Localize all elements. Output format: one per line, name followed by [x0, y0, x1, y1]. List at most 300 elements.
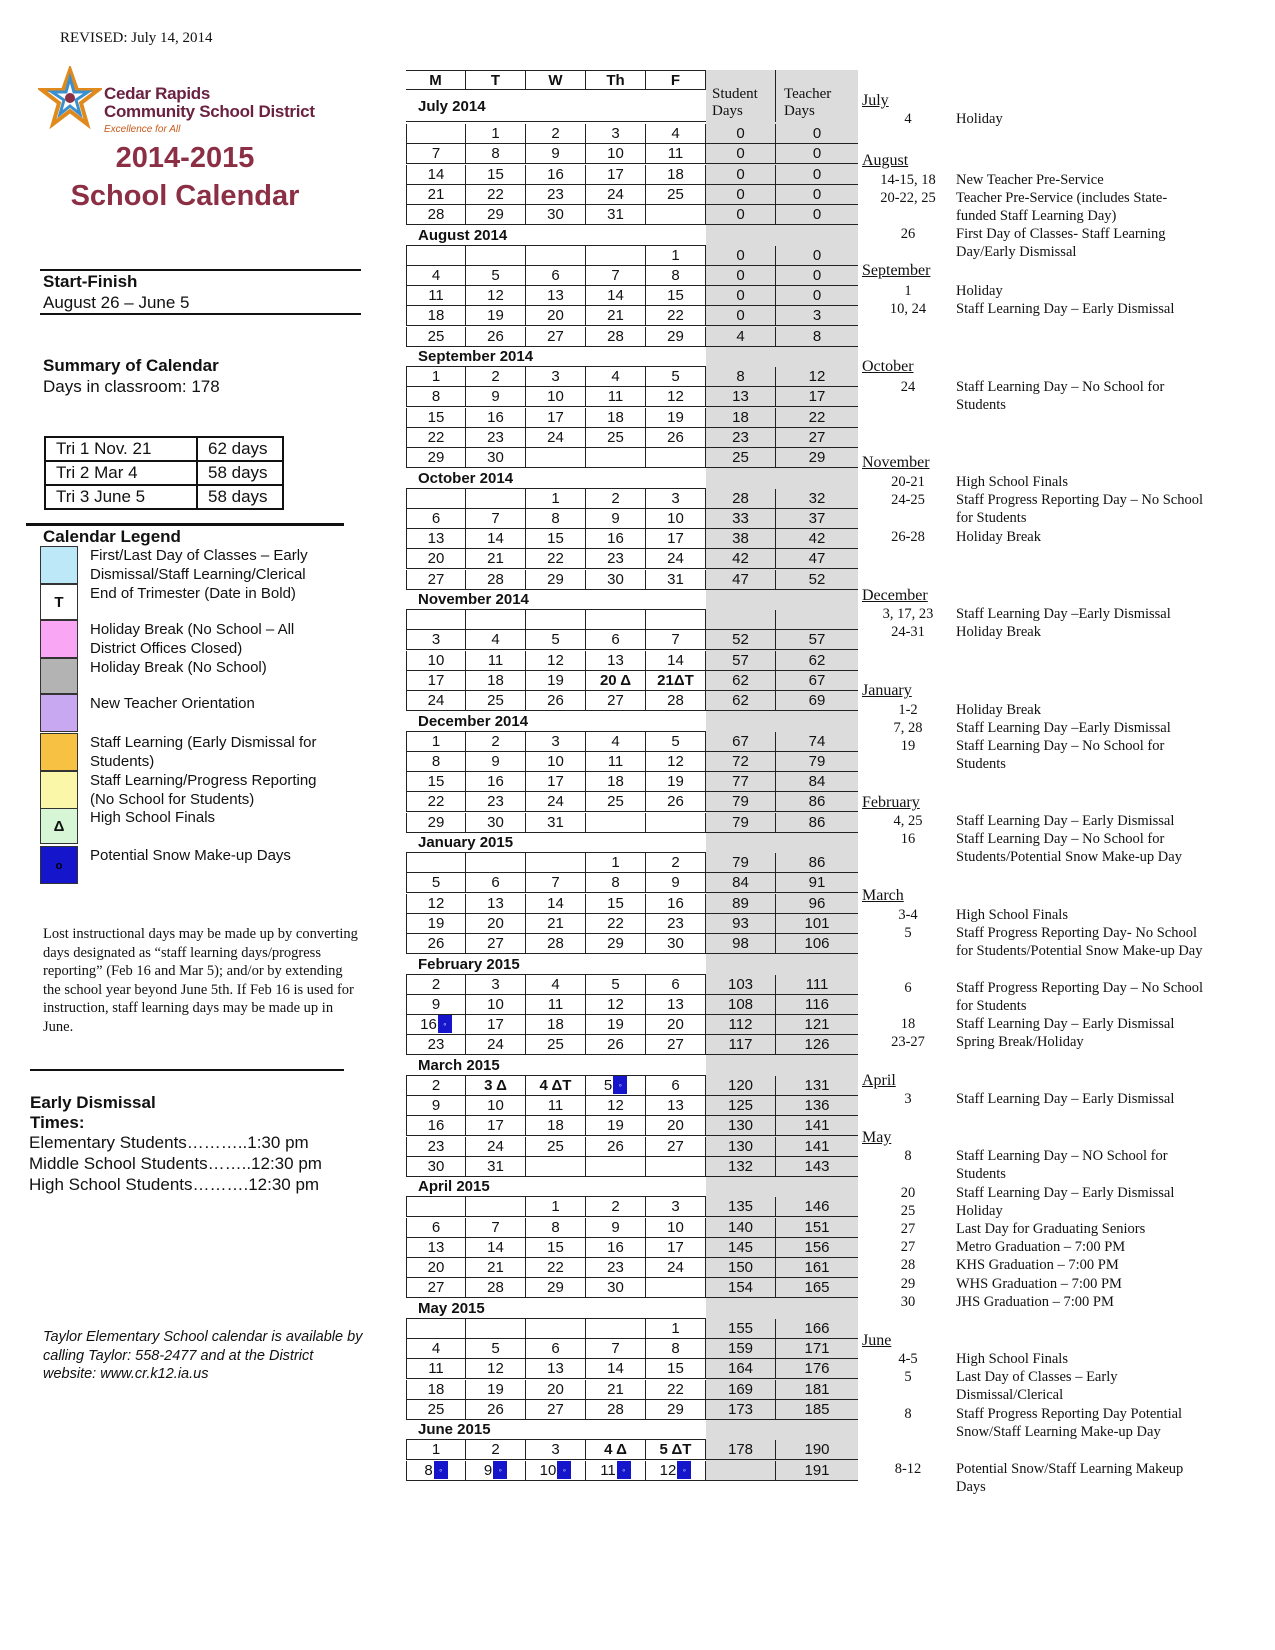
- day-number: 12: [427, 894, 445, 912]
- day-number: 6: [671, 975, 680, 993]
- day-number: 7: [671, 631, 680, 649]
- day-cell: [586, 772, 646, 792]
- student-days-cell: 89: [706, 894, 776, 914]
- teacher-days-cell: 0: [776, 144, 858, 164]
- day-number: 8: [431, 752, 441, 770]
- day-number: 27: [427, 1279, 445, 1297]
- notes-date: 27: [900, 1239, 916, 1255]
- day-cell: [586, 509, 646, 529]
- notes-text: Staff Learning Day – Early Dismissal: [956, 813, 1175, 829]
- day-cell: [466, 428, 526, 448]
- day-number: 3: [551, 1441, 560, 1459]
- day-number: 22: [427, 428, 445, 446]
- day-cell: [406, 387, 466, 407]
- day-number: 15: [607, 894, 624, 912]
- student-days-cell: 77: [706, 772, 776, 792]
- student-days-cell: 145: [706, 1238, 776, 1258]
- day-cell: [646, 327, 706, 347]
- day-cell: [466, 610, 526, 630]
- day-number: 9: [431, 1097, 441, 1114]
- day-cell: [586, 1258, 646, 1278]
- day-cell: [586, 387, 646, 407]
- day-number: 11: [667, 145, 684, 163]
- day-number: 26: [607, 1036, 624, 1054]
- student-days-cell: 103: [706, 975, 776, 995]
- teacher-days-cell: 136: [776, 1096, 858, 1116]
- day-cell: [466, 1096, 526, 1116]
- day-number: 24: [487, 1036, 504, 1054]
- day-cell: [466, 1440, 526, 1460]
- day-number: 24: [547, 428, 564, 446]
- legend-label: High School Finals: [90, 809, 216, 826]
- day-number: 9: [431, 995, 441, 1013]
- day-cell: [646, 387, 706, 407]
- day-cell: [526, 671, 586, 691]
- notes-date: 4-5: [898, 1351, 918, 1367]
- day-cell: [526, 549, 586, 569]
- student-days-cell: 117: [706, 1035, 776, 1055]
- student-days-cell: 132: [706, 1157, 776, 1177]
- notes-date: 20-22, 25: [880, 190, 936, 206]
- day-cell: [466, 813, 526, 833]
- day-cell: [646, 570, 706, 590]
- day-cell: [526, 792, 586, 812]
- notes-text: Teacher Pre-Service (includes State-funded Staff Learning Day): [956, 190, 1168, 225]
- day-number: 25: [607, 428, 624, 446]
- table-row: [45, 461, 283, 485]
- day-number: 12: [607, 995, 624, 1013]
- day-number: 11: [607, 388, 624, 406]
- notes-date: 24-25: [891, 492, 925, 508]
- day-number: 24: [607, 185, 624, 203]
- teacher-days-cell: 156: [776, 1238, 858, 1258]
- teacher-days-cell: 62: [776, 651, 858, 671]
- day-number: 11: [487, 651, 504, 669]
- legend-heading: Calendar Legend: [43, 527, 181, 546]
- day-cell: [526, 1197, 586, 1217]
- day-number: 14: [427, 165, 445, 183]
- notes-text: Holiday Break: [956, 702, 1041, 718]
- notes-date: 20-21: [891, 474, 925, 490]
- day-number: 16: [487, 408, 504, 426]
- legend-label: Potential Snow Make-up Days: [90, 847, 291, 864]
- teacher-days-cell: 0: [776, 165, 858, 185]
- month-header: September 2014: [406, 347, 706, 367]
- taylor-note: Taylor Elementary School calendar is available by calling Taylor: 558-2477 and at the District website: www.cr.k12.ia.us: [43, 1329, 363, 1382]
- day-cell: [466, 509, 526, 529]
- day-number: 22: [547, 550, 564, 568]
- day-number: 12: [659, 1461, 677, 1479]
- day-number: 2: [491, 732, 500, 750]
- day-cell: [526, 205, 586, 225]
- day-number: 29: [487, 206, 504, 224]
- day-cell: [586, 610, 646, 630]
- day-cell: [646, 205, 706, 225]
- day-cell: [586, 549, 646, 569]
- day-number: 11: [547, 1097, 564, 1114]
- notes-date: 23-27: [891, 1034, 925, 1050]
- day-number: 24: [547, 793, 564, 811]
- day-number: 19: [427, 914, 445, 932]
- notes-date: 24-31: [891, 624, 925, 640]
- notes-date: 24: [900, 379, 916, 395]
- day-number: 9: [491, 388, 500, 406]
- day-cell: [406, 124, 466, 144]
- day-cell: [586, 671, 646, 691]
- district-name-line1: Cedar Rapids: [104, 84, 210, 103]
- teacher-days-cell: 176: [776, 1359, 858, 1379]
- day-cell: [586, 894, 646, 914]
- day-number: 7: [611, 266, 620, 284]
- day-cell: [466, 630, 526, 650]
- student-days-cell: 0: [706, 144, 776, 164]
- day-number: 4: [431, 1340, 441, 1357]
- day-cell: [466, 165, 526, 185]
- month-header: November 2014: [406, 590, 706, 610]
- day-number: 28: [667, 692, 684, 710]
- teacher-days-cell: 0: [776, 185, 858, 205]
- day-number: 6: [491, 874, 500, 892]
- day-cell: [646, 367, 706, 387]
- notes-month: September: [862, 262, 931, 279]
- teacher-days-cell: 32: [776, 489, 858, 509]
- teacher-days-cell: 57: [776, 630, 858, 650]
- month-header: October 2014: [406, 469, 706, 489]
- teacher-days-cell: 12: [776, 367, 858, 387]
- day-cell: [586, 995, 646, 1015]
- notes-text: Staff Progress Reporting Day – No School for Students: [956, 492, 1204, 527]
- day-cell: [586, 1461, 646, 1481]
- day-cell: [646, 671, 706, 691]
- day-number: 15: [487, 165, 504, 183]
- day-number: 20: [667, 1016, 684, 1034]
- day-number: 10: [427, 651, 445, 669]
- day-number: 29: [547, 1279, 564, 1297]
- day-cell: [406, 1035, 466, 1055]
- day-cell: [406, 651, 466, 671]
- notes-text: Staff Progress Reporting Day – No School for Students: [956, 980, 1204, 1015]
- day-number: 26: [487, 327, 504, 345]
- day-number: 26: [427, 935, 445, 953]
- day-number: 15: [427, 408, 445, 426]
- start-finish-value: August 26 – June 5: [43, 293, 190, 312]
- day-number: 18: [607, 408, 624, 426]
- teacher-days-cell: 141: [776, 1116, 858, 1136]
- day-cell: [586, 651, 646, 671]
- day-cell: [646, 651, 706, 671]
- day-cell: [406, 1238, 466, 1258]
- day-number: 21ΔT: [657, 671, 694, 689]
- legend-swatch: Δ: [40, 808, 78, 844]
- notes-date: 5: [904, 925, 912, 941]
- legend-label: New Teacher Orientation: [90, 695, 255, 712]
- day-number: 2: [671, 854, 680, 871]
- day-number: 4: [431, 266, 441, 284]
- student-days-cell: 8: [706, 367, 776, 387]
- student-days-cell: [706, 1461, 776, 1481]
- day-number: 30: [607, 1279, 624, 1297]
- day-number: 18: [607, 773, 624, 791]
- day-cell: [526, 1339, 586, 1359]
- notes-date: 25: [900, 1203, 916, 1219]
- teacher-days-cell: 27: [776, 428, 858, 448]
- snow-makeup-icon: ◦: [557, 1461, 571, 1479]
- day-number: 29: [427, 813, 445, 831]
- day-number: 22: [667, 307, 684, 325]
- day-cell: [646, 246, 706, 266]
- day-number: 23: [667, 914, 684, 932]
- day-cell: [646, 691, 706, 711]
- day-number: 8: [671, 1340, 680, 1357]
- day-cell: [406, 1218, 466, 1238]
- day-number: 3: [551, 732, 560, 750]
- day-cell: [466, 792, 526, 812]
- day-number: 6: [431, 509, 441, 527]
- day-number: 8: [551, 1218, 560, 1236]
- district-logo: [38, 64, 328, 138]
- district-tagline: Excellence for All: [104, 124, 181, 135]
- day-cell: [646, 853, 706, 873]
- student-days-cell: 18: [706, 408, 776, 428]
- day-number: 4: [491, 631, 500, 649]
- day-cell: [586, 732, 646, 752]
- day-number: 21: [607, 307, 624, 325]
- day-number: 24: [487, 1137, 504, 1155]
- student-days-cell: 33: [706, 509, 776, 529]
- notes-date: 8-12: [894, 1461, 922, 1477]
- notes-date: 14-15, 18: [880, 172, 936, 188]
- day-number: 29: [667, 1400, 684, 1418]
- day-number: 3: [671, 1198, 680, 1216]
- student-days-cell: 0: [706, 286, 776, 306]
- day-number: 8: [491, 145, 500, 163]
- notes-text: Holiday Break: [956, 624, 1041, 640]
- notes-month: March: [862, 887, 904, 904]
- day-number: 19: [487, 307, 504, 325]
- day-cell: [586, 1319, 646, 1339]
- notes-text: Spring Break/Holiday: [956, 1034, 1084, 1050]
- day-cell: [586, 327, 646, 347]
- day-cell: [646, 1096, 706, 1116]
- notes-date: 18: [900, 1016, 916, 1032]
- day-cell: [646, 549, 706, 569]
- day-number: 12: [667, 388, 684, 406]
- notes-date: 7, 28: [893, 720, 923, 736]
- day-number: 5: [611, 975, 620, 993]
- teacher-days-cell: 17: [776, 387, 858, 407]
- day-number: 29: [427, 449, 445, 467]
- day-cell: [466, 1380, 526, 1400]
- notes-text: Staff Learning Day – Early Dismissal: [956, 1016, 1175, 1032]
- notes-date: 3-4: [898, 907, 918, 923]
- snow-makeup-icon: ◦: [677, 1461, 691, 1479]
- day-cell: [406, 1400, 466, 1420]
- summary-heading: Summary of Calendar: [43, 356, 219, 375]
- day-cell: [646, 1218, 706, 1238]
- day-number: 2: [611, 489, 620, 507]
- day-number: 15: [547, 530, 564, 548]
- student-days-cell: 108: [706, 995, 776, 1015]
- notes-text: Staff Learning Day – No School for Students: [956, 379, 1165, 414]
- day-number: 30: [667, 935, 684, 953]
- teacher-days-cell: 165: [776, 1278, 858, 1298]
- notes-date: 4, 25: [893, 813, 923, 829]
- day-number: 5: [671, 368, 680, 385]
- day-cell: [466, 124, 526, 144]
- month-header: February 2015: [406, 955, 706, 975]
- student-days-cell: 52: [706, 630, 776, 650]
- day-cell: [526, 975, 586, 995]
- notes-date: 3, 17, 23: [882, 606, 934, 622]
- day-cell: [466, 549, 526, 569]
- notes-text: JHS Graduation – 7:00 PM: [956, 1294, 1114, 1310]
- teacher-days-cell: 37: [776, 509, 858, 529]
- day-cell: [586, 448, 646, 468]
- day-cell: [526, 691, 586, 711]
- divider: [26, 523, 344, 526]
- day-cell: [586, 792, 646, 812]
- day-cell: [406, 1380, 466, 1400]
- notes-text: Metro Graduation – 7:00 PM: [956, 1239, 1126, 1255]
- day-cell: [466, 144, 526, 164]
- day-cell: [466, 489, 526, 509]
- day-cell: [466, 1238, 526, 1258]
- teacher-days-cell: 161: [776, 1258, 858, 1278]
- day-cell: [466, 671, 526, 691]
- day-number: 16: [607, 530, 624, 548]
- day-cell: [406, 327, 466, 347]
- teacher-days-cell: 0: [776, 266, 858, 286]
- day-cell: [526, 1380, 586, 1400]
- day-cell: [466, 1258, 526, 1278]
- day-number: 5: [491, 266, 500, 284]
- day-number: 15: [427, 773, 445, 791]
- teacher-days-cell: 79: [776, 752, 858, 772]
- calendar-year: 2014-2015: [115, 142, 255, 174]
- day-number: 2: [491, 368, 500, 385]
- student-days-cell: 84: [706, 873, 776, 893]
- student-days-cell: 155: [706, 1319, 776, 1339]
- notes-date: 10, 24: [889, 301, 927, 317]
- teacher-days-cell: 91: [776, 873, 858, 893]
- trimester-table: [44, 436, 284, 510]
- student-days-cell: 173: [706, 1400, 776, 1420]
- day-number: 12: [667, 752, 684, 770]
- day-cell: [466, 266, 526, 286]
- teacher-days-header: Teacher Days: [776, 70, 858, 122]
- day-number: 1: [671, 246, 680, 264]
- teacher-days-cell: 0: [776, 205, 858, 225]
- notes-text: Holiday: [956, 283, 1003, 299]
- day-number: 4 ΔT: [539, 1076, 572, 1094]
- day-number: 4: [611, 368, 620, 385]
- day-cell: [526, 489, 586, 509]
- student-days-cell: 125: [706, 1096, 776, 1116]
- day-number: 6: [431, 1218, 441, 1236]
- day-cell: [526, 1461, 586, 1481]
- day-number: 30: [487, 813, 504, 831]
- day-number: 4: [671, 125, 680, 142]
- teacher-days-cell: 0: [776, 286, 858, 306]
- day-cell: [646, 1137, 706, 1157]
- day-cell: [586, 489, 646, 509]
- day-number: 1: [431, 368, 441, 385]
- day-number: 23: [427, 1036, 445, 1054]
- day-cell: [406, 1076, 466, 1096]
- day-number: 14: [487, 530, 504, 548]
- student-days-cell: 62: [706, 691, 776, 711]
- day-number: 12: [487, 287, 504, 305]
- student-days-cell: 150: [706, 1258, 776, 1278]
- trimester-days: 62 days: [197, 437, 283, 461]
- day-cell: [586, 144, 646, 164]
- notes-month: August: [862, 152, 909, 169]
- day-cell: [526, 894, 586, 914]
- day-number: 17: [487, 1016, 504, 1034]
- teacher-days-cell: 166: [776, 1319, 858, 1339]
- day-cell: [406, 975, 466, 995]
- day-cell: [646, 286, 706, 306]
- day-cell: [646, 408, 706, 428]
- day-cell: [526, 813, 586, 833]
- day-cell: [406, 1440, 466, 1460]
- day-cell: [406, 509, 466, 529]
- day-number: 4: [611, 732, 620, 750]
- day-cell: [586, 570, 646, 590]
- day-number: 22: [427, 793, 445, 811]
- day-cell: [406, 813, 466, 833]
- day-cell: [646, 1258, 706, 1278]
- notes-text: Staff Progress Reporting Day- No School for Students/Potential Snow Make-up Day: [956, 925, 1203, 960]
- teacher-days-cell: 185: [776, 1400, 858, 1420]
- day-number: 13: [607, 651, 624, 669]
- day-number: 3 Δ: [484, 1076, 507, 1094]
- day-cell: [646, 1380, 706, 1400]
- day-cell: [526, 1015, 586, 1035]
- day-number: 19: [487, 1380, 504, 1398]
- day-cell: [586, 1339, 646, 1359]
- day-cell: [406, 1157, 466, 1177]
- day-cell: [586, 205, 646, 225]
- notes-date: 16: [900, 831, 916, 847]
- day-number: 1: [551, 1198, 560, 1216]
- student-days-cell: 0: [706, 165, 776, 185]
- day-number: 19: [607, 1117, 624, 1135]
- day-cell: [646, 752, 706, 772]
- teacher-days-cell: 22: [776, 408, 858, 428]
- legend-label: Staff Learning (Early Dismissal for Students): [90, 734, 317, 770]
- day-number: 7: [491, 1218, 500, 1236]
- day-cell: [586, 185, 646, 205]
- day-cell: [586, 813, 646, 833]
- student-days-cell: 4: [706, 327, 776, 347]
- day-number: 31: [667, 570, 684, 588]
- day-cell: [406, 873, 466, 893]
- day-number: 29: [607, 935, 624, 953]
- day-cell: [406, 995, 466, 1015]
- teacher-days-cell: 106: [776, 934, 858, 954]
- day-cell: [466, 1137, 526, 1157]
- day-number: 16: [487, 773, 504, 791]
- day-number: 20: [547, 307, 564, 325]
- day-number: 25: [427, 1400, 445, 1418]
- day-number: 24: [427, 692, 445, 710]
- day-cell: [466, 732, 526, 752]
- day-cell: [646, 1197, 706, 1217]
- day-number: 27: [667, 1137, 684, 1155]
- notes-month: May: [862, 1129, 892, 1146]
- notes-text: Staff Learning Day – Early Dismissal: [956, 301, 1175, 317]
